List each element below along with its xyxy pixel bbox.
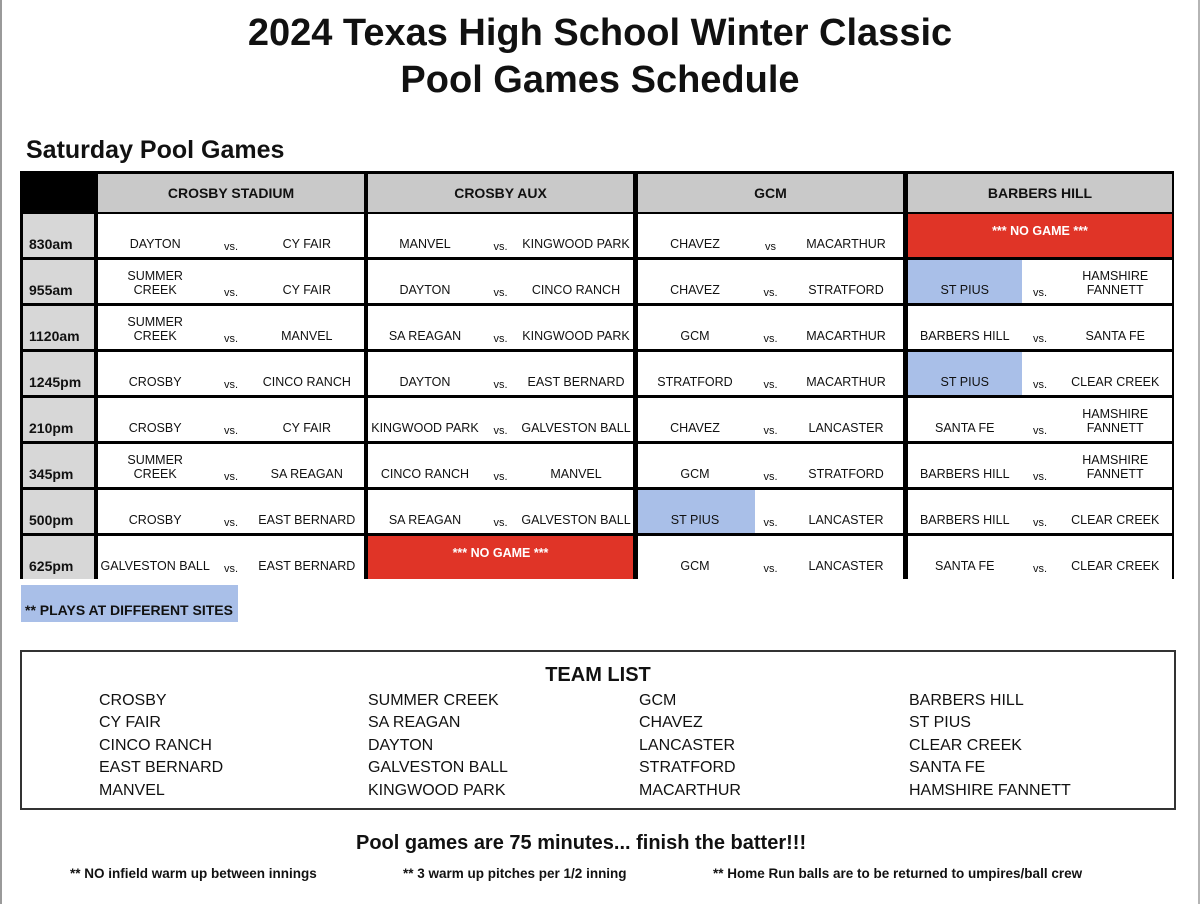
away-team: CINCO RANCH: [531, 283, 621, 297]
away-team: STRATFORD: [808, 467, 884, 481]
home-team: DAYTON: [399, 375, 451, 389]
game-cell: [908, 444, 1172, 487]
versus-label: vs.: [493, 517, 508, 529]
away-team: CINCO RANCH: [262, 375, 351, 389]
versus-label: vs.: [223, 287, 239, 299]
home-team: SA REAGAN: [388, 329, 462, 343]
versus-label: vs.: [763, 379, 778, 391]
header-corner: [23, 174, 96, 212]
time-slot: 345pm: [23, 444, 94, 487]
game-cell: [368, 352, 633, 395]
team-name: MACARTHUR: [639, 781, 741, 799]
team-list-title: TEAM LIST: [545, 664, 651, 686]
away-team: KINGWOOD PARK: [522, 237, 630, 251]
away-team: LANCASTER: [808, 513, 884, 527]
home-team: STRATFORD: [657, 375, 733, 389]
versus-label: vs.: [1032, 563, 1048, 575]
home-team: ST PIUS: [670, 513, 720, 527]
no-game-label: *** NO GAME ***: [452, 546, 549, 560]
game-cell: [908, 260, 1172, 303]
away-team: STRATFORD: [808, 283, 884, 297]
versus-label: vs.: [763, 333, 778, 345]
team-name: DAYTON: [368, 736, 434, 754]
home-team: SUMMER CREEK: [127, 269, 183, 297]
schedule-table: [20, 171, 1174, 579]
game-cell: [98, 536, 364, 579]
home-team: CROSBY: [128, 513, 182, 527]
versus-label: vs.: [223, 241, 239, 253]
versus-label: vs.: [763, 425, 778, 437]
game-cell: [638, 444, 903, 487]
game-cell: [638, 260, 903, 303]
home-team: ST PIUS: [940, 283, 989, 297]
home-team: GCM: [680, 559, 710, 573]
footer-note: ** 3 warm up pitches per 1/2 inning: [403, 866, 627, 881]
section-title: Saturday Pool Games: [26, 136, 285, 164]
team-name: SA REAGAN: [368, 714, 461, 732]
versus-label: vs.: [1032, 333, 1048, 345]
away-team: KINGWOOD PARK: [522, 329, 630, 343]
game-cell: [638, 490, 903, 533]
venue-header: GCM: [638, 174, 903, 212]
versus-label: vs.: [223, 333, 239, 345]
home-team: KINGWOOD PARK: [371, 421, 479, 435]
versus-label: vs.: [493, 241, 508, 253]
time-slot: 625pm: [23, 536, 94, 579]
game-cell: [368, 260, 633, 303]
home-team: CHAVEZ: [670, 237, 720, 251]
game-cell: [638, 398, 903, 441]
versus-label: vs.: [1032, 379, 1048, 391]
team-name: CINCO RANCH: [99, 736, 212, 754]
time-slot: 210pm: [23, 398, 94, 441]
away-team: CY FAIR: [282, 421, 331, 435]
away-team: MANVEL: [281, 329, 333, 343]
versus-label: vs: [764, 241, 776, 253]
game-cell: [368, 444, 633, 487]
home-team: CHAVEZ: [670, 421, 720, 435]
footer-note: ** NO infield warm up between innings: [70, 866, 317, 881]
game-cell: [98, 214, 364, 257]
home-team: GALVESTON BALL: [100, 559, 210, 573]
venue-header: CROSBY STADIUM: [98, 174, 364, 212]
game-cell: [368, 214, 633, 257]
page-border-left: [0, 0, 2, 904]
team-name: MANVEL: [99, 781, 165, 799]
away-team: CLEAR CREEK: [1071, 513, 1160, 527]
home-team: DAYTON: [129, 237, 181, 251]
versus-label: vs.: [1032, 287, 1048, 299]
no-game-cell: [908, 214, 1172, 257]
footer-note: ** Home Run balls are to be returned to umpires/ball crew: [713, 866, 1083, 881]
versus-label: vs.: [493, 425, 508, 437]
away-team: CY FAIR: [282, 237, 331, 251]
game-cell: [638, 352, 903, 395]
away-team: HAMSHIRE FANNETT: [1082, 407, 1149, 435]
time-slot: 1245pm: [23, 352, 94, 395]
versus-label: vs.: [223, 379, 239, 391]
away-team: CLEAR CREEK: [1071, 559, 1160, 573]
game-cell: [368, 306, 633, 349]
home-team: CROSBY: [128, 375, 182, 389]
home-team: SA REAGAN: [388, 513, 462, 527]
away-team: MACARTHUR: [806, 375, 886, 389]
away-team: LANCASTER: [808, 421, 884, 435]
time-slot: 830am: [23, 214, 94, 257]
team-name: CY FAIR: [99, 714, 161, 732]
team-column: [368, 690, 508, 802]
versus-label: vs.: [763, 517, 778, 529]
game-cell: [638, 536, 903, 579]
title-line-2: Pool Games Schedule: [400, 59, 800, 101]
versus-label: vs.: [1032, 471, 1048, 483]
game-cell: [98, 398, 364, 441]
away-team: EAST BERNARD: [527, 375, 625, 389]
versus-label: vs.: [223, 563, 239, 575]
team-name: GALVESTON BALL: [368, 759, 508, 777]
home-team: GCM: [680, 467, 710, 481]
away-team: EAST BERNARD: [258, 559, 356, 573]
footer-main-note: Pool games are 75 minutes... finish the batter!!!: [356, 832, 807, 854]
team-name: KINGWOOD PARK: [368, 781, 506, 799]
versus-label: vs.: [223, 471, 239, 483]
page-title: [0, 10, 1200, 104]
home-team: CHAVEZ: [670, 283, 720, 297]
home-team: GCM: [680, 329, 710, 343]
game-cell: [98, 444, 364, 487]
team-name: LANCASTER: [639, 736, 736, 754]
versus-label: vs.: [493, 287, 508, 299]
home-team: SANTA FE: [935, 421, 995, 435]
team-column: [909, 690, 1071, 802]
team-name: CLEAR CREEK: [909, 736, 1022, 754]
versus-label: vs.: [493, 379, 508, 391]
away-team: SA REAGAN: [270, 467, 343, 481]
away-team: LANCASTER: [808, 559, 884, 573]
home-team: BARBERS HILL: [919, 329, 1010, 343]
versus-label: vs.: [1032, 425, 1048, 437]
away-team: EAST BERNARD: [258, 513, 356, 527]
game-cell: [98, 306, 364, 349]
home-team: BARBERS HILL: [919, 513, 1010, 527]
home-team: ST PIUS: [940, 375, 989, 389]
away-team: MANVEL: [550, 467, 602, 481]
game-cell: [368, 490, 633, 533]
away-team: HAMSHIRE FANNETT: [1082, 269, 1149, 297]
away-team: HAMSHIRE FANNETT: [1082, 453, 1149, 481]
versus-label: vs.: [493, 471, 508, 483]
game-cell: [908, 352, 1172, 395]
away-team: MACARTHUR: [806, 237, 886, 251]
venue-header: CROSBY AUX: [368, 174, 633, 212]
home-team: BARBERS HILL: [919, 467, 1010, 481]
team-name: HAMSHIRE FANNETT: [909, 781, 1071, 799]
game-cell: [638, 214, 903, 257]
no-game-cell: [368, 536, 633, 579]
team-name: EAST BERNARD: [99, 759, 224, 777]
versus-label: vs.: [763, 287, 778, 299]
versus-label: vs.: [493, 333, 508, 345]
time-slot: 500pm: [23, 490, 94, 533]
team-name: SUMMER CREEK: [368, 692, 499, 709]
home-team: DAYTON: [399, 283, 451, 297]
versus-label: vs.: [1032, 517, 1048, 529]
game-cell: [908, 306, 1172, 349]
versus-label: vs.: [223, 517, 239, 529]
away-team: SANTA FE: [1085, 329, 1145, 343]
team-name: ST PIUS: [909, 714, 971, 732]
versus-label: vs.: [763, 471, 778, 483]
away-team: GALVESTON BALL: [521, 513, 631, 527]
away-team: MACARTHUR: [806, 329, 886, 343]
away-team: CLEAR CREEK: [1071, 375, 1160, 389]
team-name: CROSBY: [99, 692, 167, 709]
time-slot: 955am: [23, 260, 94, 303]
home-team: SANTA FE: [935, 559, 995, 573]
team-column: [99, 690, 223, 802]
home-team: SUMMER CREEK: [127, 315, 183, 343]
game-cell: [638, 306, 903, 349]
time-slot: 1120am: [23, 306, 94, 349]
team-column: [639, 690, 741, 802]
legend-badge: ** PLAYS AT DIFFERENT SITES: [21, 585, 238, 622]
away-team: GALVESTON BALL: [521, 421, 631, 435]
game-cell: [98, 352, 364, 395]
team-list-box: [20, 650, 1176, 810]
game-cell: [368, 398, 633, 441]
team-name: CHAVEZ: [639, 714, 703, 732]
game-cell: [908, 398, 1172, 441]
team-name: BARBERS HILL: [909, 692, 1024, 709]
team-name: STRATFORD: [639, 759, 736, 777]
home-team: CROSBY: [128, 421, 182, 435]
versus-label: vs.: [763, 563, 778, 575]
versus-label: vs.: [223, 425, 239, 437]
home-team: MANVEL: [399, 237, 451, 251]
title-line-1: 2024 Texas High School Winter Classic: [247, 12, 953, 54]
no-game-label: *** NO GAME ***: [992, 224, 1088, 238]
team-name: GCM: [639, 692, 677, 709]
team-name: SANTA FE: [909, 759, 986, 777]
game-cell: [98, 490, 364, 533]
game-cell: [98, 260, 364, 303]
away-team: CY FAIR: [282, 283, 331, 297]
game-cell: [908, 536, 1172, 579]
home-team: CINCO RANCH: [380, 467, 470, 481]
venue-header: BARBERS HILL: [908, 174, 1172, 212]
home-team: SUMMER CREEK: [127, 453, 183, 481]
game-cell: [908, 490, 1172, 533]
